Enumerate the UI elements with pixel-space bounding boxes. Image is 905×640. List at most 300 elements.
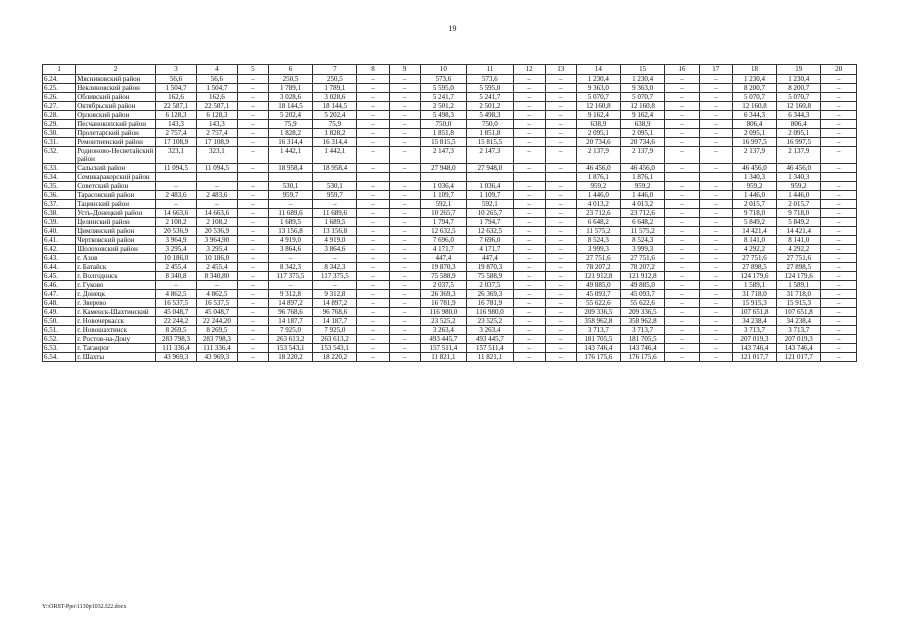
value-cell: –	[545, 281, 576, 290]
value-cell: –	[513, 299, 545, 308]
value-cell: 5 498,3	[467, 111, 514, 120]
value-cell: –	[389, 147, 420, 164]
value-cell: 1 036,4	[420, 182, 467, 191]
column-number-row	[43, 65, 857, 75]
value-cell: 17 108,9	[196, 138, 237, 147]
row-number-cell: 6.48.	[43, 299, 76, 308]
value-cell: –	[237, 120, 268, 129]
value-cell: 1 446,0	[576, 191, 620, 200]
value-cell: –	[699, 281, 732, 290]
value-cell: –	[513, 84, 545, 93]
value-cell: 19 870,3	[420, 263, 467, 272]
value-cell: –	[821, 75, 857, 84]
district-name-cell: г. Донецк	[76, 290, 156, 299]
value-cell: –	[389, 218, 420, 227]
value-cell: 157 511,4	[467, 344, 514, 353]
value-cell: 16 781,9	[467, 299, 514, 308]
value-cell: –	[357, 102, 389, 111]
value-cell: 1 689,5	[313, 218, 357, 227]
value-cell	[699, 173, 732, 182]
value-cell: 5 241,7	[420, 93, 467, 102]
value-cell: –	[237, 317, 268, 326]
value-cell: 959,7	[268, 191, 312, 200]
value-cell: –	[237, 200, 268, 209]
value-cell: –	[313, 200, 357, 209]
value-cell: 121 912,8	[621, 272, 665, 281]
value-cell: 5 595,0	[420, 84, 467, 93]
column-number-cell: 19	[777, 65, 821, 75]
value-cell: 16 997,5	[732, 138, 776, 147]
value-cell: –	[357, 182, 389, 191]
row-number-cell: 6.43.	[43, 254, 76, 263]
value-cell: 27 948,0	[420, 164, 467, 173]
value-cell: –	[821, 200, 857, 209]
value-cell: 9 718,0	[732, 209, 776, 218]
value-cell: 8 200,7	[777, 84, 821, 93]
value-cell: –	[389, 344, 420, 353]
value-cell: 2 015,7	[732, 200, 776, 209]
value-cell: –	[237, 254, 268, 263]
table-row	[43, 84, 857, 93]
value-cell: 2 108,2	[196, 218, 237, 227]
value-cell: –	[389, 308, 420, 317]
value-cell: 14 421,4	[732, 227, 776, 236]
value-cell: 143 746,4	[732, 344, 776, 353]
value-cell: 4 292,2	[732, 245, 776, 254]
value-cell: 1 794,7	[467, 218, 514, 227]
value-cell: –	[357, 93, 389, 102]
footer-path: Y:\ORST-Ppo\1130p1032.f22.docx	[42, 604, 127, 610]
row-number-cell: 6.36.	[43, 191, 76, 200]
value-cell: –	[699, 290, 732, 299]
value-cell: –	[699, 138, 732, 147]
district-name-cell: Обливский район	[76, 93, 156, 102]
value-cell: –	[699, 209, 732, 218]
value-cell: 12 160,8	[576, 102, 620, 111]
value-cell: 6 128,3	[196, 111, 237, 120]
value-cell: 5 070,7	[732, 93, 776, 102]
value-cell: 10 265,7	[420, 209, 467, 218]
value-cell: –	[237, 84, 268, 93]
value-cell	[313, 173, 357, 182]
value-cell: 14 663,6	[196, 209, 237, 218]
district-name-cell: Тарасовский район	[76, 191, 156, 200]
value-cell: –	[821, 308, 857, 317]
value-cell	[420, 173, 467, 182]
value-cell: 3 295,4	[196, 245, 237, 254]
value-cell: 181 705,5	[576, 335, 620, 344]
value-cell: –	[155, 182, 196, 191]
value-cell: 3 028,6	[313, 93, 357, 102]
value-cell	[196, 173, 237, 182]
value-cell: 111 336,4	[155, 344, 196, 353]
value-cell: –	[237, 290, 268, 299]
value-cell: 78 207,2	[621, 263, 665, 272]
value-cell: –	[699, 245, 732, 254]
district-name-cell: Песчанокопский район	[76, 120, 156, 129]
value-cell: 176 175,6	[576, 353, 620, 362]
value-cell: –	[389, 75, 420, 84]
value-cell: 43 969,3	[155, 353, 196, 362]
value-cell: –	[357, 263, 389, 272]
value-cell: –	[821, 344, 857, 353]
district-name-cell: Октябрьский район	[76, 102, 156, 111]
value-cell: 530,1	[313, 182, 357, 191]
value-cell: –	[821, 93, 857, 102]
value-cell: –	[699, 111, 732, 120]
table-row	[43, 353, 857, 362]
value-cell: –	[665, 227, 699, 236]
table-row	[43, 335, 857, 344]
value-cell: 1 109,7	[467, 191, 514, 200]
value-cell: 1 789,1	[313, 84, 357, 93]
value-cell: 124 179,6	[732, 272, 776, 281]
value-cell: 2 095,1	[777, 129, 821, 138]
value-cell: –	[357, 227, 389, 236]
value-cell: 49 885,0	[621, 281, 665, 290]
value-cell	[513, 173, 545, 182]
value-cell: 250,5	[268, 75, 312, 84]
value-cell: –	[237, 281, 268, 290]
value-cell: 111 336,4	[196, 344, 237, 353]
value-cell: 14 187,7	[268, 317, 312, 326]
value-cell: –	[699, 353, 732, 362]
column-number-cell: 9	[389, 65, 420, 75]
value-cell: 75 588,9	[467, 272, 514, 281]
value-cell: 2 137,9	[777, 147, 821, 164]
value-cell: 49 885,0	[576, 281, 620, 290]
value-cell: 1 828,2	[313, 129, 357, 138]
value-cell	[821, 173, 857, 182]
value-cell: 2 483,6	[196, 191, 237, 200]
value-cell: 12 160,8	[777, 102, 821, 111]
value-cell: 9 718,0	[777, 209, 821, 218]
value-cell: 27 948,0	[467, 164, 514, 173]
column-number-cell: 5	[237, 65, 268, 75]
value-cell: –	[389, 164, 420, 173]
row-number-cell: 6.44.	[43, 263, 76, 272]
value-cell: 6 344,3	[777, 111, 821, 120]
value-cell: –	[545, 164, 576, 173]
value-cell: –	[665, 254, 699, 263]
value-cell: –	[357, 236, 389, 245]
value-cell: –	[237, 218, 268, 227]
value-cell: 27 898,5	[777, 263, 821, 272]
value-cell: 20 734,6	[576, 138, 620, 147]
value-cell: 1 446,0	[777, 191, 821, 200]
value-cell: –	[513, 147, 545, 164]
value-cell: –	[665, 290, 699, 299]
value-cell: 3 263,4	[420, 326, 467, 335]
value-cell: –	[237, 164, 268, 173]
value-cell: 1 851,8	[420, 129, 467, 138]
value-cell: –	[389, 182, 420, 191]
value-cell: 20 536,9	[196, 227, 237, 236]
value-cell: 12 160,8	[621, 102, 665, 111]
value-cell: –	[821, 182, 857, 191]
district-name-cell: Усть-Донецкий район	[76, 209, 156, 218]
value-cell: 96 768,6	[268, 308, 312, 317]
value-cell: –	[357, 245, 389, 254]
value-cell: –	[665, 218, 699, 227]
value-cell: –	[699, 200, 732, 209]
value-cell: 263 613,2	[313, 335, 357, 344]
value-cell: –	[357, 281, 389, 290]
table-row	[43, 164, 857, 173]
value-cell: –	[699, 191, 732, 200]
value-cell: 31 718,0	[777, 290, 821, 299]
value-cell: –	[513, 120, 545, 129]
value-cell: 10 186,0	[155, 254, 196, 263]
value-cell: 3 864,6	[313, 245, 357, 254]
table-row	[43, 75, 857, 84]
value-cell: 1 340,3	[732, 173, 776, 182]
value-cell: 2 095,1	[732, 129, 776, 138]
value-cell: 4 013,2	[576, 200, 620, 209]
column-number-cell: 10	[420, 65, 467, 75]
value-cell: –	[699, 120, 732, 129]
value-cell: 1 109,7	[420, 191, 467, 200]
value-cell: –	[699, 75, 732, 84]
value-cell: 8 141,0	[732, 236, 776, 245]
value-cell: –	[357, 129, 389, 138]
value-cell: –	[821, 335, 857, 344]
value-cell: 5 595,0	[467, 84, 514, 93]
value-cell: –	[545, 147, 576, 164]
district-name-cell: г. Батайск	[76, 263, 156, 272]
value-cell: 2 037,5	[467, 281, 514, 290]
value-cell: –	[699, 236, 732, 245]
value-cell: 5 070,7	[576, 93, 620, 102]
district-name-cell: г. Гуково	[76, 281, 156, 290]
value-cell: –	[237, 147, 268, 164]
value-cell: 143 746,4	[576, 344, 620, 353]
value-cell: –	[821, 254, 857, 263]
row-number-cell: 6.33.	[43, 164, 76, 173]
value-cell: 143 746,4	[777, 344, 821, 353]
value-cell: 4 171,7	[467, 245, 514, 254]
value-cell	[467, 173, 514, 182]
value-cell: –	[237, 209, 268, 218]
value-cell: 78 207,2	[576, 263, 620, 272]
value-cell: 16 997,5	[777, 138, 821, 147]
value-cell: 116 980,0	[420, 308, 467, 317]
column-number-cell: 12	[513, 65, 545, 75]
value-cell: –	[821, 317, 857, 326]
value-cell: –	[699, 263, 732, 272]
value-cell: 1 876,1	[621, 173, 665, 182]
value-cell: –	[389, 84, 420, 93]
value-cell: –	[545, 138, 576, 147]
value-cell: –	[513, 263, 545, 272]
value-cell: –	[196, 200, 237, 209]
value-cell: –	[821, 227, 857, 236]
value-cell: –	[237, 245, 268, 254]
district-name-cell: г. Ростов-на-Дону	[76, 335, 156, 344]
value-cell: 1 689,5	[268, 218, 312, 227]
value-cell: –	[545, 236, 576, 245]
value-cell: –	[357, 200, 389, 209]
value-cell: –	[389, 129, 420, 138]
value-cell: 323,1	[155, 147, 196, 164]
value-cell: 17 108,9	[155, 138, 196, 147]
value-cell: 1 446,0	[621, 191, 665, 200]
value-cell: 16 314,4	[268, 138, 312, 147]
value-cell: –	[821, 281, 857, 290]
value-cell: –	[357, 308, 389, 317]
value-cell: –	[389, 93, 420, 102]
value-cell: –	[699, 308, 732, 317]
value-cell: –	[821, 326, 857, 335]
value-cell: –	[665, 344, 699, 353]
value-cell: 22 587,1	[196, 102, 237, 111]
district-name-cell: Шолоховский район	[76, 245, 156, 254]
value-cell: –	[545, 308, 576, 317]
row-number-cell: 6.49.	[43, 308, 76, 317]
value-cell: –	[513, 200, 545, 209]
value-cell: –	[357, 254, 389, 263]
column-number-cell: 4	[196, 65, 237, 75]
table-row	[43, 147, 857, 164]
row-number-cell: 6.52.	[43, 335, 76, 344]
value-cell: 4 862,5	[155, 290, 196, 299]
value-cell: –	[389, 111, 420, 120]
district-name-cell: Целинский район	[76, 218, 156, 227]
value-cell: 447,4	[420, 254, 467, 263]
column-number-cell: 3	[155, 65, 196, 75]
value-cell: 8 524,3	[621, 236, 665, 245]
value-cell: 806,4	[732, 120, 776, 129]
value-cell: 358 962,8	[576, 317, 620, 326]
value-cell: –	[357, 326, 389, 335]
value-cell: –	[665, 335, 699, 344]
value-cell: 27 751,6	[576, 254, 620, 263]
value-cell: 116 980,0	[467, 308, 514, 317]
value-cell: 143,3	[155, 120, 196, 129]
value-cell: –	[237, 111, 268, 120]
value-cell: 2 501,2	[467, 102, 514, 111]
value-cell: 1 589,1	[732, 281, 776, 290]
value-cell: 12 632,5	[420, 227, 467, 236]
column-number-cell: 16	[665, 65, 699, 75]
value-cell: –	[545, 129, 576, 138]
value-cell: –	[545, 317, 576, 326]
value-cell: –	[699, 147, 732, 164]
row-number-cell: 6.27.	[43, 102, 76, 111]
value-cell: –	[357, 84, 389, 93]
value-cell: 573,6	[467, 75, 514, 84]
value-cell: 43 969,3	[196, 353, 237, 362]
value-cell: 8 141,0	[777, 236, 821, 245]
district-name-cell: Советский район	[76, 182, 156, 191]
value-cell: 9 363,0	[621, 84, 665, 93]
value-cell: 323,1	[196, 147, 237, 164]
value-cell: 143,3	[196, 120, 237, 129]
value-cell: –	[821, 209, 857, 218]
value-cell: –	[389, 191, 420, 200]
value-cell: 45 048,7	[196, 308, 237, 317]
value-cell: 8 269,5	[155, 326, 196, 335]
row-number-cell: 6.46.	[43, 281, 76, 290]
value-cell: –	[513, 353, 545, 362]
table-row	[43, 344, 857, 353]
value-cell: 11 821,1	[467, 353, 514, 362]
district-name-cell: Цимлянский район	[76, 227, 156, 236]
value-cell: 1 340,3	[777, 173, 821, 182]
value-cell: –	[699, 254, 732, 263]
value-cell: –	[237, 326, 268, 335]
value-cell: 45 093,7	[621, 290, 665, 299]
value-cell: 13 156,8	[313, 227, 357, 236]
value-cell: –	[821, 129, 857, 138]
value-cell: –	[665, 317, 699, 326]
value-cell: 5 070,7	[621, 93, 665, 102]
value-cell: 1 442,1	[313, 147, 357, 164]
value-cell: –	[237, 299, 268, 308]
value-cell: 6 648,2	[621, 218, 665, 227]
value-cell: –	[665, 164, 699, 173]
value-cell: 1 230,4	[621, 75, 665, 84]
value-cell: 2 137,9	[621, 147, 665, 164]
value-cell: 6 128,3	[155, 111, 196, 120]
value-cell: 8 269,5	[196, 326, 237, 335]
value-cell: 14 421,4	[777, 227, 821, 236]
value-cell: –	[237, 182, 268, 191]
district-name-cell: г. Таганрог	[76, 344, 156, 353]
value-cell: –	[699, 335, 732, 344]
value-cell: –	[389, 317, 420, 326]
value-cell: 124 179,6	[777, 272, 821, 281]
value-cell: –	[699, 182, 732, 191]
value-cell: 121 017,7	[732, 353, 776, 362]
value-cell: –	[699, 272, 732, 281]
value-cell	[389, 173, 420, 182]
value-cell: 3 864,6	[268, 245, 312, 254]
value-cell: 7 925,0	[313, 326, 357, 335]
value-cell: –	[268, 281, 312, 290]
value-cell: 157 511,4	[420, 344, 467, 353]
value-cell: 20 536,9	[155, 227, 196, 236]
value-cell: –	[357, 75, 389, 84]
value-cell: –	[665, 84, 699, 93]
value-cell: 46 456,0	[576, 164, 620, 173]
table-row	[43, 236, 857, 245]
value-cell: 153 543,1	[313, 344, 357, 353]
row-number-cell: 6.32.	[43, 147, 76, 164]
value-cell: 162,6	[196, 93, 237, 102]
value-cell: 493 445,7	[420, 335, 467, 344]
value-cell: –	[699, 164, 732, 173]
value-cell: –	[513, 209, 545, 218]
value-cell: 176 175,6	[621, 353, 665, 362]
value-cell: 143 746,4	[621, 344, 665, 353]
district-name-cell: Неклиновский район	[76, 84, 156, 93]
value-cell: –	[545, 254, 576, 263]
value-cell: –	[357, 290, 389, 299]
table-row	[43, 218, 857, 227]
value-cell: –	[237, 102, 268, 111]
table-row	[43, 200, 857, 209]
value-cell: –	[545, 182, 576, 191]
value-cell: 13 156,8	[268, 227, 312, 236]
value-cell: 18 144,5	[313, 102, 357, 111]
value-cell: –	[237, 129, 268, 138]
value-cell: –	[155, 281, 196, 290]
value-cell: 2 757,4	[196, 129, 237, 138]
value-cell: –	[665, 102, 699, 111]
value-cell: –	[665, 138, 699, 147]
value-cell: –	[357, 299, 389, 308]
